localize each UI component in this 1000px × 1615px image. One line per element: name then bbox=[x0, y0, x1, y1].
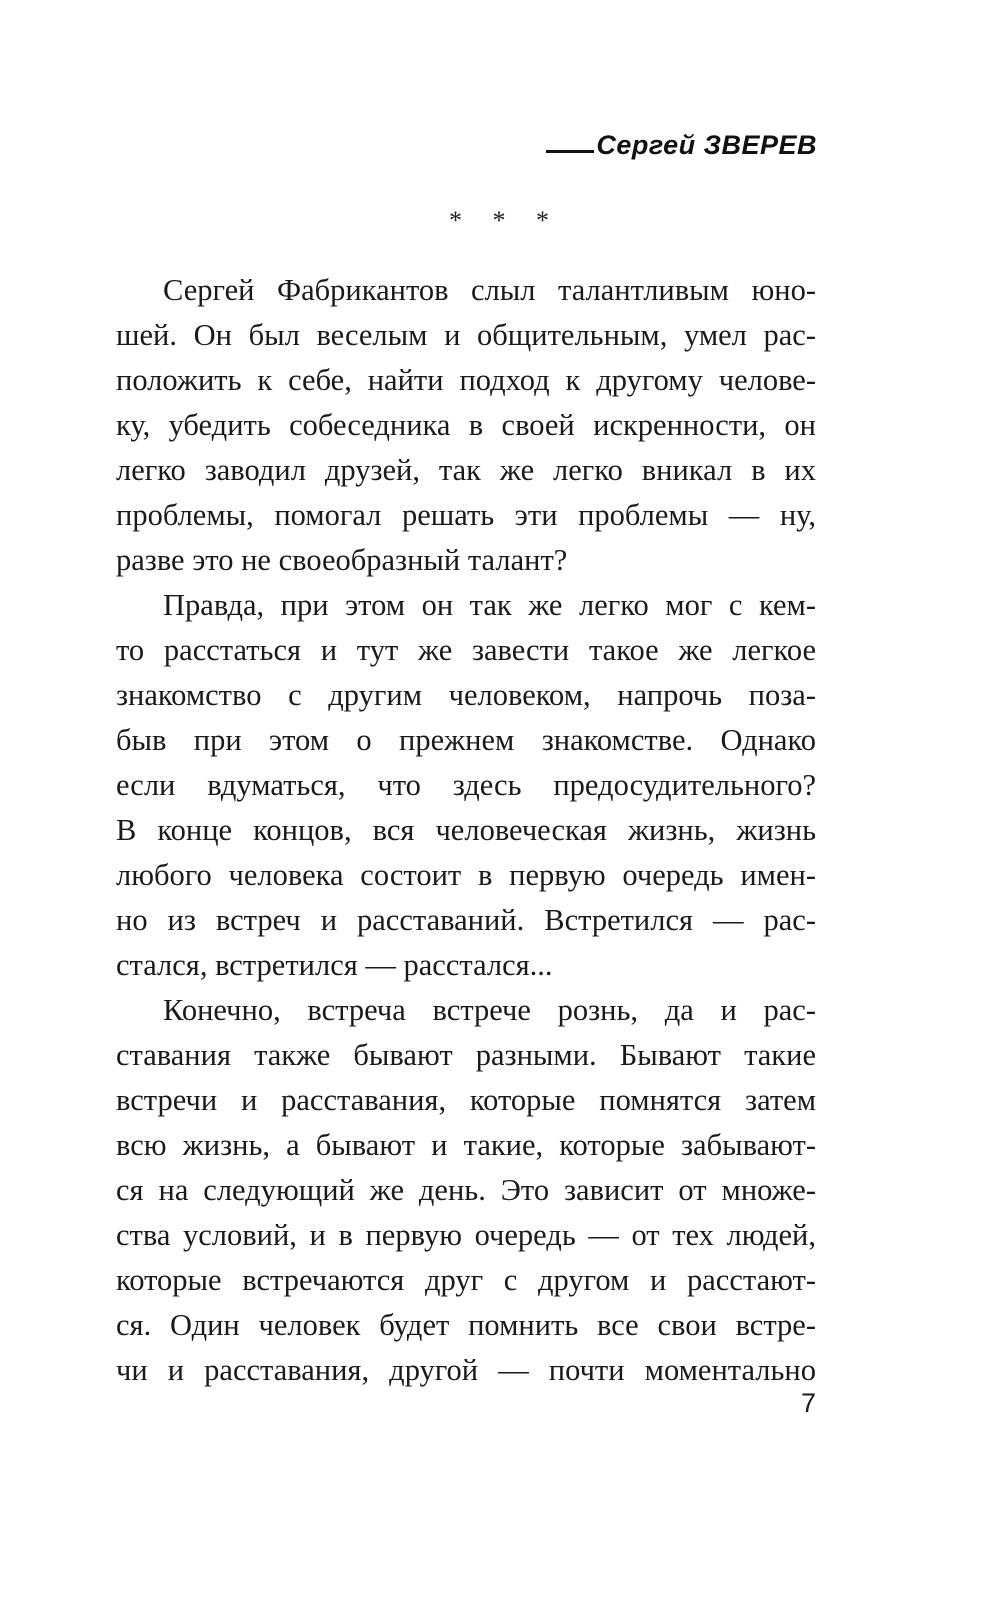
text-line: Правда, при этом он так же легко мог с кем- bbox=[163, 588, 816, 622]
text-line: то расстаться и тут же завести такое же легкое bbox=[116, 633, 816, 667]
text-line: стался, встретился — расстался... bbox=[116, 948, 553, 982]
text-line: разве это не своеобразный талант? bbox=[116, 543, 568, 577]
text-line: быв при этом о прежнем знакомстве. Однако bbox=[116, 723, 816, 757]
scene-break-asterisk: * bbox=[536, 206, 551, 235]
text-line: В конце концов, вся человеческая жизнь, жизнь bbox=[116, 813, 816, 847]
text-line: любого человека состоит в первую очередь имен- bbox=[116, 858, 816, 892]
header-author: Сергей ЗВЕРЕВ bbox=[596, 130, 817, 160]
running-header bbox=[546, 130, 817, 161]
text-line: ся. Один человек будет помнить все свои встре- bbox=[116, 1308, 816, 1342]
paragraph bbox=[116, 583, 816, 988]
text-line: встречи и расставания, которые помнятся затем bbox=[116, 1083, 816, 1117]
text-line: ку, убедить собеседника в своей искренности, он bbox=[116, 408, 816, 442]
text-line: проблемы, помогал решать эти проблемы — ну, bbox=[116, 498, 816, 532]
text-line: знакомство с другим человеком, напрочь поза- bbox=[116, 678, 816, 712]
text-line: положить к себе, найти подход к другому челове- bbox=[116, 363, 816, 397]
scene-break-asterisk: * bbox=[449, 206, 464, 235]
text-line: ства условий, и в первую очередь — от тех людей, bbox=[116, 1218, 816, 1252]
text-line: ся на следующий же день. Это зависит от множе- bbox=[116, 1173, 816, 1207]
text-line: шей. Он был веселым и общительным, умел рас- bbox=[116, 318, 816, 352]
scene-break-asterisk: * bbox=[492, 206, 508, 235]
text-line: ставания также бывают разными. Бывают такие bbox=[116, 1038, 816, 1072]
text-line: Сергей Фабрикантов слыл талантливым юно- bbox=[163, 273, 816, 307]
paragraph bbox=[116, 268, 816, 583]
text-line: но из встреч и расставаний. Встретился — рас- bbox=[116, 903, 816, 937]
text-line: чи и расставания, другой — почти моментально bbox=[116, 1353, 816, 1387]
text-line: которые встречаются друг с другом и расстают- bbox=[116, 1263, 816, 1297]
page-number: 7 bbox=[800, 1388, 816, 1418]
text-line: если вдуматься, что здесь предосудительного? bbox=[116, 768, 816, 802]
body-text bbox=[116, 268, 816, 1393]
text-line: Конечно, встреча встрече рознь, да и рас- bbox=[163, 993, 816, 1027]
scene-break bbox=[0, 206, 1000, 236]
header-rule bbox=[546, 150, 594, 153]
text-line: всю жизнь, а бывают и такие, которые забывают- bbox=[116, 1128, 816, 1162]
paragraph bbox=[116, 988, 816, 1393]
text-line: легко заводил друзей, так же легко вникал в их bbox=[116, 453, 816, 487]
